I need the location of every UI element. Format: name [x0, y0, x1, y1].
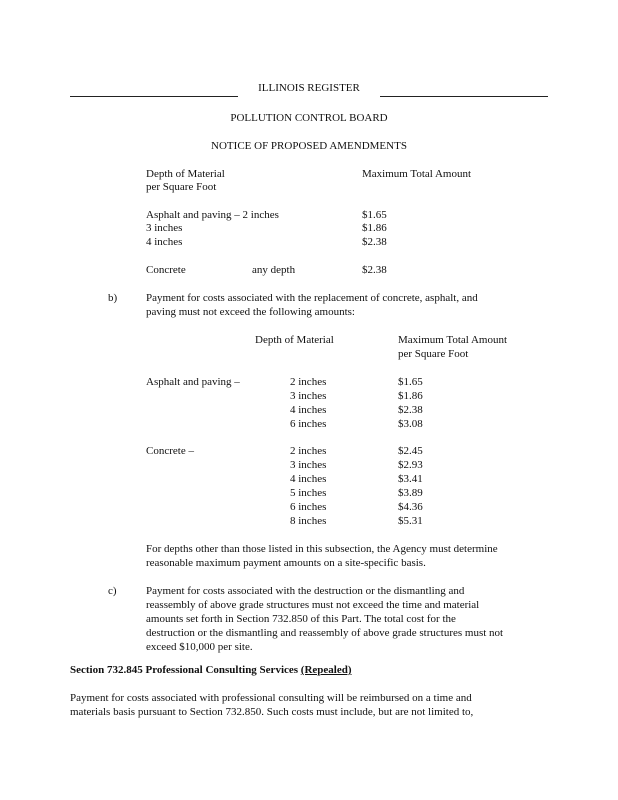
table-row: 4 inches — [146, 236, 183, 248]
table-a-col2: Maximum Total Amount — [362, 168, 472, 180]
concrete-label: Concrete – — [146, 445, 194, 457]
table-b-col-depth: Depth of Material — [255, 334, 334, 346]
table-row: 3 inches — [146, 222, 183, 234]
table-cell-depth: 6 inches — [290, 501, 327, 513]
section-c-line2: reassembly of above grade structures must not exceed the time and material — [146, 599, 480, 611]
table-cell-amount: $2.38 — [362, 264, 387, 276]
section-845-line1: Payment for costs associated with professional consulting will be reimbursed on a time and — [70, 692, 472, 704]
table-cell-depth: any depth — [252, 264, 296, 276]
section-b-text-line1: Payment for costs associated with the replacement of concrete, asphalt, and — [146, 292, 478, 304]
section-b-note-line2: reasonable maximum payment amounts on a site-specific basis. — [146, 557, 426, 569]
table-cell-amount: $4.36 — [398, 501, 423, 513]
header-rule-left — [70, 96, 238, 97]
section-b-label: b) — [108, 292, 118, 304]
table-cell-depth: 3 inches — [290, 459, 327, 471]
board-title: POLLUTION CONTROL BOARD — [230, 112, 388, 124]
section-c-line4: destruction or the dismantling and reassembly of above grade structures must not — [146, 627, 504, 639]
section-c-line3: amounts set forth in Section 732.850 of this Part. The total cost for the — [146, 613, 456, 625]
table-cell-depth: 6 inches — [290, 418, 327, 430]
table-cell-depth: 2 inches — [290, 445, 327, 457]
table-cell-depth: 4 inches — [290, 473, 327, 485]
section-heading-text: Section 732.845 Professional Consulting Services — [70, 664, 299, 676]
table-cell-amount: $2.38 — [398, 404, 423, 416]
table-cell-amount: $2.38 — [362, 236, 387, 248]
table-row: Concrete — [146, 264, 186, 276]
section-b-note-line1: For depths other than those listed in this subsection, the Agency must determine — [146, 543, 498, 555]
section-c-label: c) — [108, 585, 117, 597]
table-cell-depth: 2 inches — [290, 376, 327, 388]
table-cell-amount: $1.65 — [398, 376, 423, 388]
table-cell-depth: 4 inches — [290, 404, 327, 416]
register-title: ILLINOIS REGISTER — [258, 82, 360, 94]
section-c-line1: Payment for costs associated with the destruction or the dismantling and — [146, 585, 465, 597]
table-cell-amount: $1.86 — [398, 390, 423, 402]
table-cell-amount: $3.41 — [398, 473, 423, 485]
table-cell-amount: $1.65 — [362, 209, 387, 221]
table-b-col-max-line1: Maximum Total Amount — [398, 334, 508, 346]
table-cell-amount: $2.45 — [398, 445, 423, 457]
header-rule-right — [380, 96, 548, 97]
section-845-line2: materials basis pursuant to Section 732.850. Such costs must include, but are not limited to, — [70, 706, 474, 718]
section-b-text-line2: paving must not exceed the following amounts: — [146, 306, 355, 318]
section-c-line5: exceed $10,000 per site. — [146, 641, 253, 653]
table-b-col-max-line2: per Square Foot — [398, 348, 469, 360]
table-a-col1-line2: per Square Foot — [146, 181, 217, 193]
table-cell-depth: 3 inches — [290, 390, 327, 402]
table-cell-depth: 8 inches — [290, 515, 327, 527]
asphalt-label: Asphalt and paving – — [146, 376, 240, 388]
table-cell-amount: $1.86 — [362, 222, 387, 234]
repealed-tag: (Repealed) — [300, 664, 352, 676]
notice-title: NOTICE OF PROPOSED AMENDMENTS — [211, 140, 407, 152]
table-cell-depth: 5 inches — [290, 487, 327, 499]
table-cell-amount: $3.89 — [398, 487, 423, 499]
table-cell-amount: $3.08 — [398, 418, 423, 430]
table-cell-amount: $5.31 — [398, 515, 423, 527]
section-heading — [70, 664, 352, 678]
table-row: Asphalt and paving – 2 inches — [146, 209, 279, 221]
table-a-col1-line1: Depth of Material — [146, 168, 225, 180]
table-cell-amount: $2.93 — [398, 459, 423, 471]
